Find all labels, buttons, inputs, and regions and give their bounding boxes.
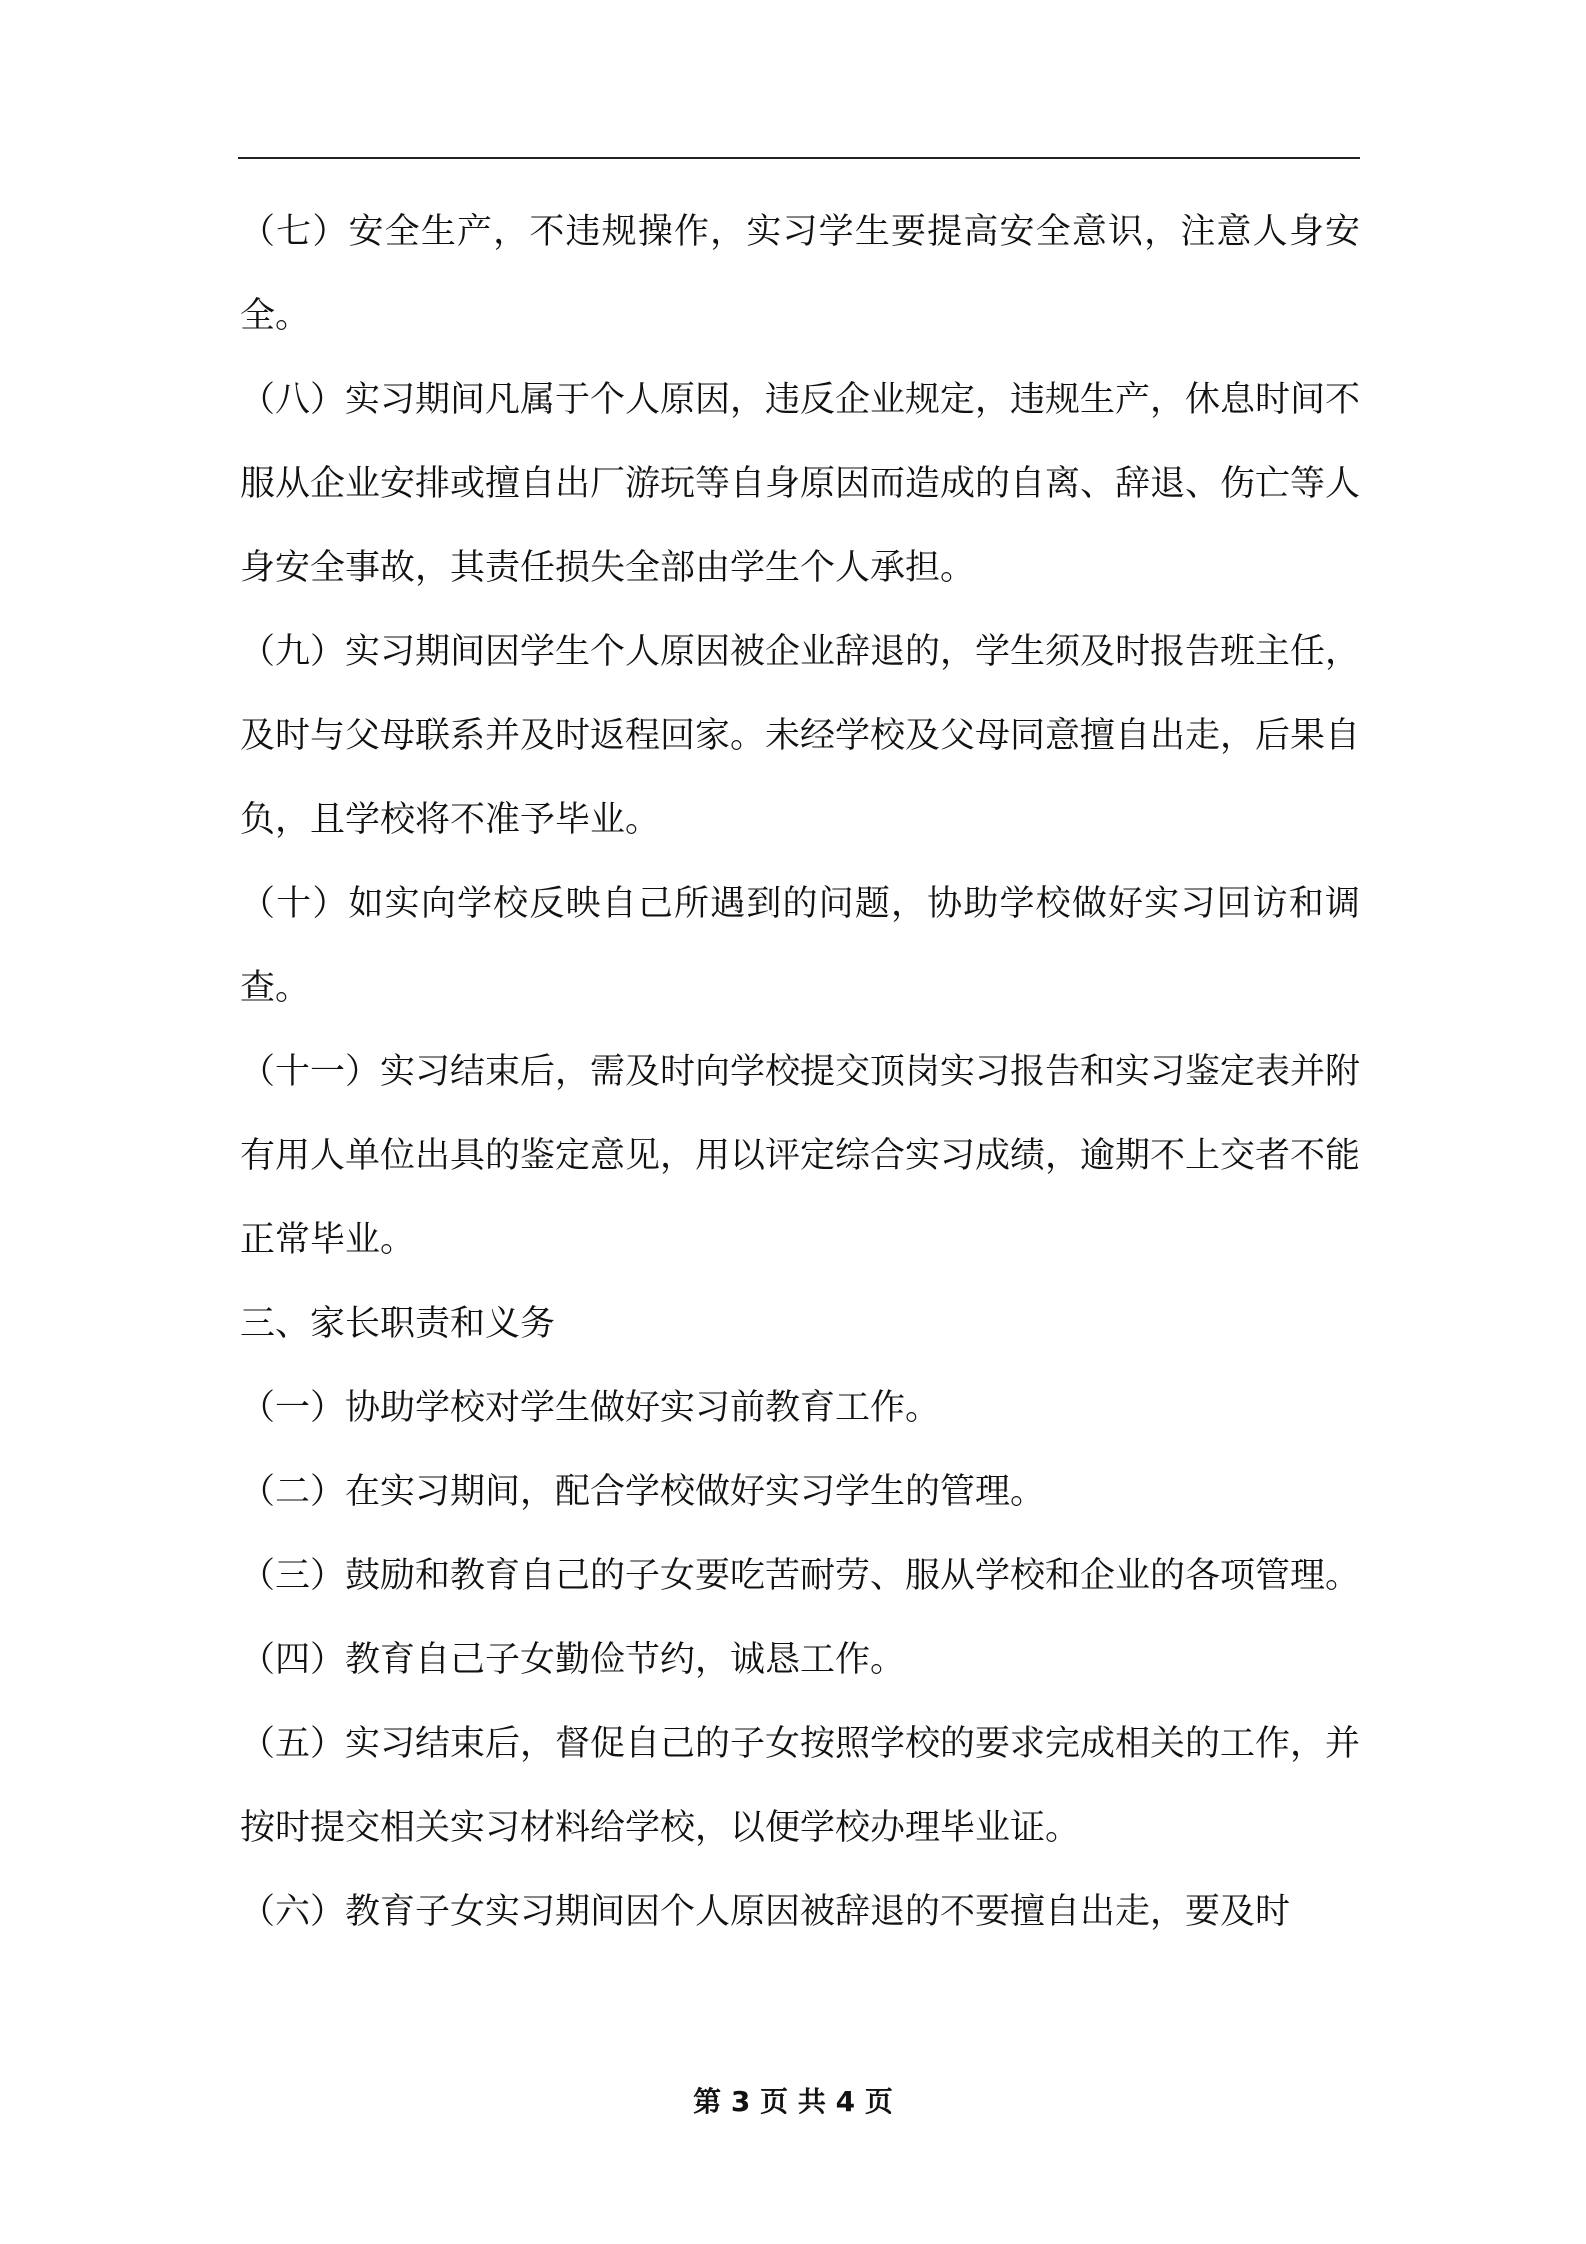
parent-duty-4: （四）教育自己子女勤俭节约，诚恳工作。 (240, 1640, 906, 1680)
parent-duty-2: （二）在实习期间，配合学校做好实习学生的管理。 (240, 1472, 1046, 1512)
section-heading-parent-duties: 三、家长职责和义务 (240, 1304, 556, 1344)
paragraph-9: （九）实习期间因学生个人原因被企业辞退的，学生须及时报告班主任，及时与父母联系并及时返程回家。未经学校及父母同意擅自出走，后果自负，且学校将不准予毕业。 (240, 632, 1361, 840)
paragraph-7: （七）安全生产，不违规操作，实习学生要提高安全意识，注意人身安全。 (240, 212, 1360, 336)
parent-duty-1: （一）协助学校对学生做好实习前教育工作。 (240, 1388, 941, 1428)
page-number: 第 3 页 共 4 页 (693, 2085, 893, 2118)
paragraph-10: （十）如实向学校反映自己所遇到的问题，协助学校做好实习回访和调查。 (240, 884, 1360, 1008)
header-rule (238, 157, 1360, 159)
parent-duty-5: （五）实习结束后，督促自己的子女按照学校的要求完成相关的工作，并按时提交相关实习材料给学校，以便学校办理毕业证。 (240, 1724, 1361, 1848)
paragraph-11: （十一）实习结束后，需及时向学校提交顶岗实习报告和实习鉴定表并附有用人单位出具的鉴定意见，用以评定综合实习成绩，逾期不上交者不能正常毕业。 (240, 1052, 1361, 1260)
parent-duty-6: （六）教育子女实习期间因个人原因被辞退的不要擅自出走，要及时 (240, 1892, 1291, 1932)
paragraph-8: （八）实习期间凡属于个人原因，违反企业规定，违规生产，休息时间不服从企业安排或擅自出厂游玩等自身原因而造成的自离、辞退、伤亡等人身安全事故，其责任损失全部由学生个人承担。 (240, 380, 1361, 588)
parent-duty-3: （三）鼓励和教育自己的子女要吃苦耐劳、服从学校和企业的各项管理。 (240, 1556, 1361, 1596)
document-body (240, 190, 1360, 1954)
